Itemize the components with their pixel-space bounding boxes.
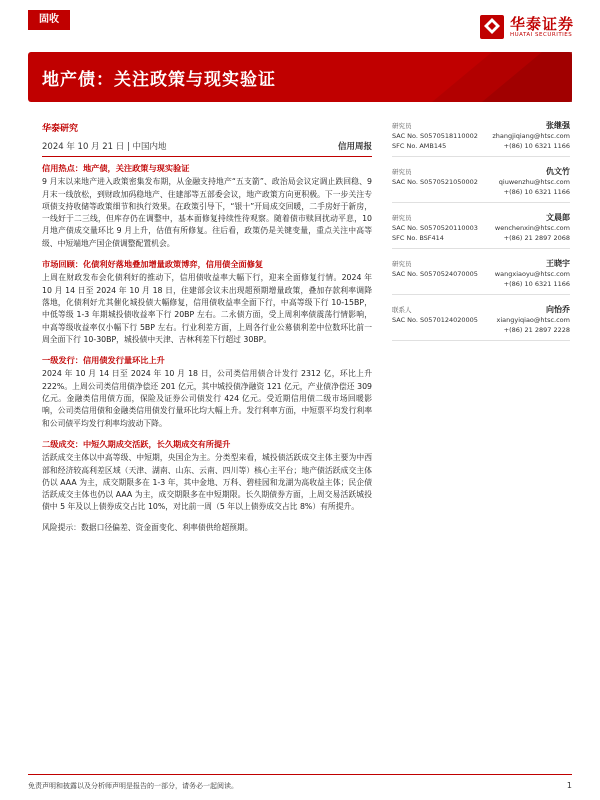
section-text: 9 月末以来地产进入政策密集发布期，从金融支持地产“五支箭”、政治局会议定调止跌回稳、9 月末一线放松，到财政加码稳地产、住建部等五部委会议，地产政策方向更积极。下一步关注专项债支持收储等政策细节和执行效果。在政策引导下，“银十”开局成交回暖，二手房好于新房，一线好于二三线，但库存仍在调整中，基本面修复持续性待观察。随着债市赎回扰动平息，10 月地产债成交量环比 9 月上升，估值有所修复。往后看，政策仍是关键变量，重点关注中高等级、中短端地产国企债调整配置机会。 [42,177,372,248]
meta-row [42,140,372,157]
analyst-role: 研究员 [392,122,412,130]
analyst-card [392,301,570,341]
analyst-sac: SAC No. S0570521050002 [392,178,478,186]
analyst-sac: SAC No. S0570520110003 [392,224,478,232]
section-heading: 一级发行：信用债发行量环比上升 [42,355,165,366]
company-logo [479,12,574,42]
analyst-name: 仇文竹 [546,167,570,176]
logo-text-en: HUATAI SECURITIES [509,32,573,38]
section-secondary-trading [42,438,372,514]
section-heading: 信用热点：地产债，关注政策与现实验证 [42,163,190,173]
section-credit-hotspot [42,162,372,250]
logo-mark-icon [479,14,505,40]
research-org: 华泰研究 [42,124,79,134]
analyst-phone: +(86) 21 2897 2068 [503,234,570,242]
disclaimer-text: 免责声明和披露以及分析师声明是报告的一部分，请务必一起阅读。 [28,782,238,790]
analyst-card [392,117,570,157]
logo-text-cn: 华泰证券 [509,15,574,33]
top-bar [0,0,600,52]
title-banner [28,52,572,102]
analyst-sac: SAC No. S0570524070005 [392,270,478,278]
report-body [42,162,372,534]
report-meta [42,121,372,157]
analyst-sac: SAC No. S0570124020005 [392,316,478,324]
analyst-name: 张继强 [546,121,570,130]
analyst-email[interactable]: wangxiaoyu@htsc.com [494,270,570,278]
report-date: 2024 年 10 月 21 日 | 中国内地 [42,142,167,152]
analyst-email[interactable]: xiangyiqiao@htsc.com [496,316,570,324]
analyst-email[interactable]: zhangjiqiang@htsc.com [492,132,570,140]
analyst-email[interactable]: qiuwenzhu@htsc.com [498,178,570,186]
section-text: 2024 年 10 月 14 日至 2024 年 10 月 18 日，公司类信用债合计发行 2312 亿，环比上升 222%。上周公司类信用债净偿还 201 亿元，其中城投债净融资 121 亿元，产业债净偿还 309 亿元。金融类信用债方面，保险及证券公司债发行 424 亿元。受近期信用债二级市场回暖影响，公司类信用债和金融类信用债发行量环比均大幅上升。发行利率方面，中短票平均发行利率和公司债平均发行利率均波动下降。 [42,369,372,428]
section-text: 活跃成交主体以中高等级、中短期，央国企为主。分类型来看，城投债活跃成交主体主要为中西部和经济较高利差区域（天津、湖南、山东、云南、四川等）核心主平台；地产债活跃成交主体仍以 AAA 为主，成交期限多在 1-3 年，其中金地、万科、碧桂园和龙湖为高收益主体；民企债活跃成交主体也仍以 AAA 为主，成交期限多在中短期限。长久期债券方面，上周交易活跃城投债中 5 年及以上债券成交占比 10%，对比前一周（5 年以上债券成交占比 8%）有所提升。 [42,453,372,512]
section-market-review [42,258,372,346]
category-tag: 固收 [28,10,70,30]
analyst-name: 文晨郎 [546,213,570,222]
page-number: 1 [566,781,572,790]
analyst-email[interactable]: wenchenxin@htsc.com [494,224,570,232]
analyst-card [392,209,570,249]
analyst-sfc: SFC No. AMB145 [392,142,447,150]
section-heading: 市场回顾：化债利好落地叠加增量政策博弈，信用债全面修复 [42,259,264,270]
risk-warning: 风险提示：数据口径偏差、资金面变化、利率债供给超预期。 [42,522,253,532]
analyst-role: 研究员 [392,168,412,176]
section-heading: 二级成交：中短久期成交活跃，长久期成交有所提升 [42,438,231,449]
analyst-sac: SAC No. S0570518110002 [392,132,478,140]
report-title: 地产债：关注政策与现实验证 [42,70,276,90]
analyst-sfc: SFC No. BSF414 [392,234,444,242]
analyst-role: 研究员 [392,214,412,222]
analyst-phone: +(86) 10 6321 1166 [503,142,570,150]
analyst-phone: +(86) 10 6321 1166 [503,188,570,196]
analyst-card [392,255,570,295]
analyst-phone: +(86) 21 2897 2228 [503,326,570,334]
banner-decoration [372,52,572,102]
analyst-sidebar [392,117,570,347]
analyst-name: 王晓宇 [546,259,570,268]
analyst-role: 联系人 [392,306,412,314]
page-footer [28,774,572,791]
analyst-card [392,163,570,203]
analyst-phone: +(86) 10 6321 1166 [503,280,570,288]
analyst-role: 研究员 [392,260,412,268]
report-type: 信用周报 [337,142,372,152]
analyst-name: 向怡乔 [546,305,570,314]
section-text: 上周在财政发布会化债利好的推动下，信用债收益率大幅下行，迎来全面修复行情。2024 年 10 月 14 日至 2024 年 10 月 18 日，住建部会议未出现超预期增量政策，叠加存款利率调降落地，化债利好尤其催化城投债大幅修复，信用债收益率全面下行，中高等级下行 10-15BP，中低等级 1-3 年期城投债收益率下行 20BP 左右。二永债方面，受上周利率债震荡行情影响，中高等级收益率仅小幅下行 5BP 左右。行业利差方面，上周各行业公募债利差中位数环比前一周全面下行 10-30BP，城投债中天津、吉林利差下行超过 30BP。 [42,273,372,344]
section-primary-issuance [42,354,372,430]
